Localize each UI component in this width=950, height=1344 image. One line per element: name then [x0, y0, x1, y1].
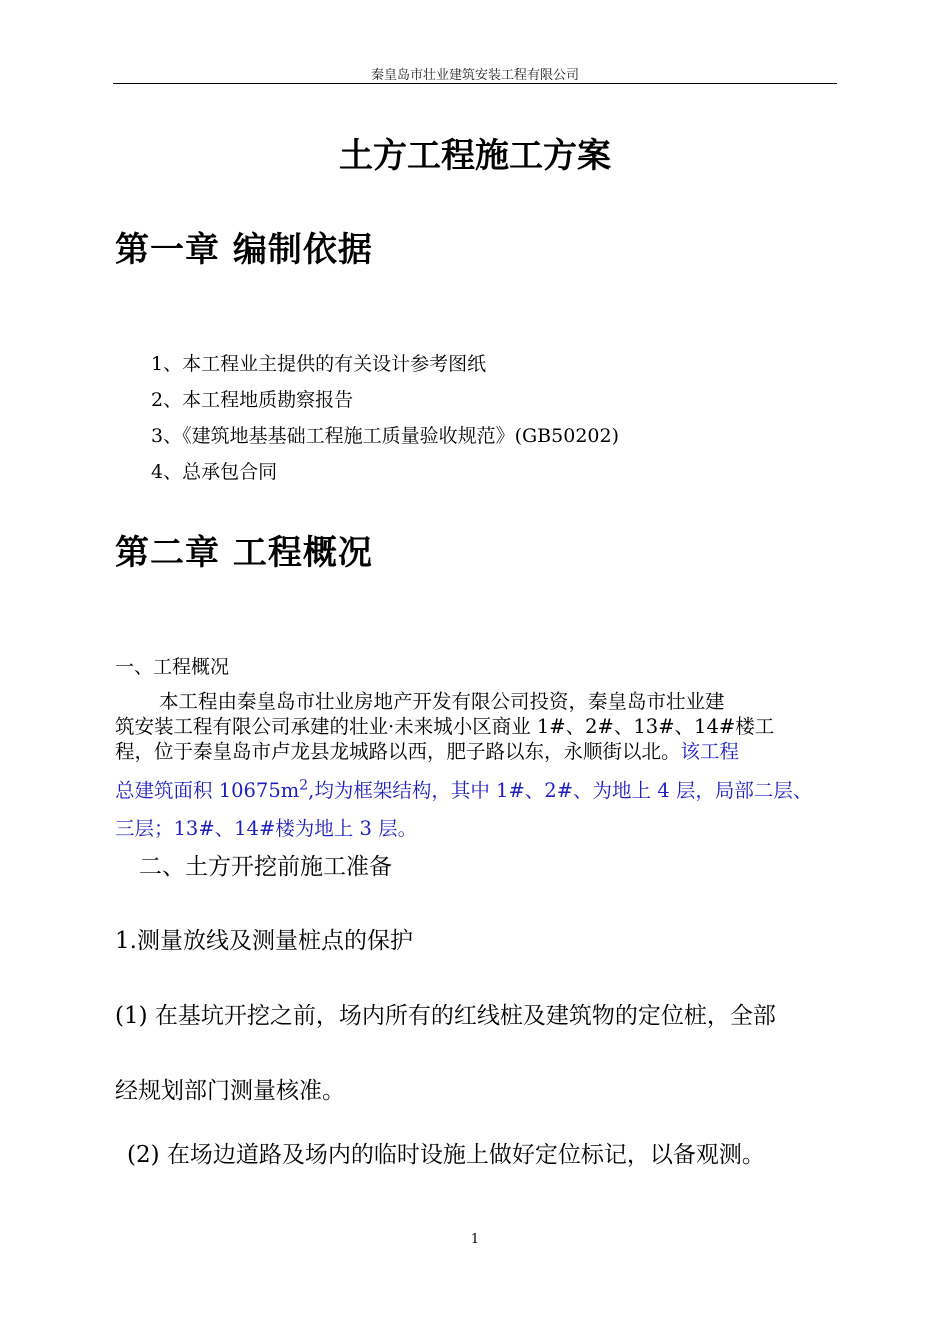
- chapter-1-heading: 第一章 编制依据: [115, 230, 373, 270]
- overview-line-1: 本工程由秦皇岛市壮业房地产开发有限公司投资，秦皇岛市壮业建: [159, 690, 725, 713]
- document-title: 土方工程施工方案: [339, 136, 611, 176]
- overview-line-5: 三层；13#、14#楼为地上 3 层。: [115, 817, 418, 840]
- overview-line-2: 筑安装工程有限公司承建的壮业·未来城小区商业 1#、2#、13#、14#楼工: [115, 715, 775, 738]
- area-superscript: 2: [299, 777, 309, 794]
- section-1-heading: 一、工程概况: [115, 656, 230, 678]
- survey-item-1-line-1: (1) 在基坑开挖之前，场内所有的红线桩及建筑物的定位桩，全部: [115, 1003, 776, 1029]
- overview-line-3-blue: 该工程: [680, 740, 740, 763]
- basis-item-4: 4、总承包合同: [151, 461, 278, 483]
- basis-item-1: 1、本工程业主提供的有关设计参考图纸: [151, 353, 487, 375]
- basis-item-2: 2、本工程地质勘察报告: [151, 389, 354, 411]
- overview-line-3: [115, 736, 739, 764]
- survey-item-1-line-2: 经规划部门测量核准。: [115, 1078, 345, 1104]
- header-rule: [113, 83, 837, 84]
- overview-line-4: [115, 775, 812, 803]
- page-number: 1: [470, 1232, 480, 1247]
- overview-line-3-black: 程，位于秦皇岛市卢龙县龙城路以西，肥子路以东，永顺街以北。: [115, 740, 681, 763]
- structure-text: ,均为框架结构，其中 1#、2#、为地上 4 层，局部二层、: [308, 779, 813, 802]
- area-text: 总建筑面积 10675m: [115, 779, 300, 802]
- chapter-2-heading: 第二章 工程概况: [115, 533, 373, 573]
- survey-item-2: (2) 在场边道路及场内的临时设施上做好定位标记，以备观测。: [127, 1142, 765, 1168]
- survey-subheading: 1.测量放线及测量桩点的保护: [115, 928, 413, 954]
- page-header-company: 秦皇岛市壮业建筑安装工程有限公司: [370, 68, 579, 83]
- section-2-heading: 二、土方开挖前施工准备: [139, 854, 392, 880]
- basis-item-3: 3、《建筑地基基础工程施工质量验收规范》(GB50202): [151, 425, 619, 447]
